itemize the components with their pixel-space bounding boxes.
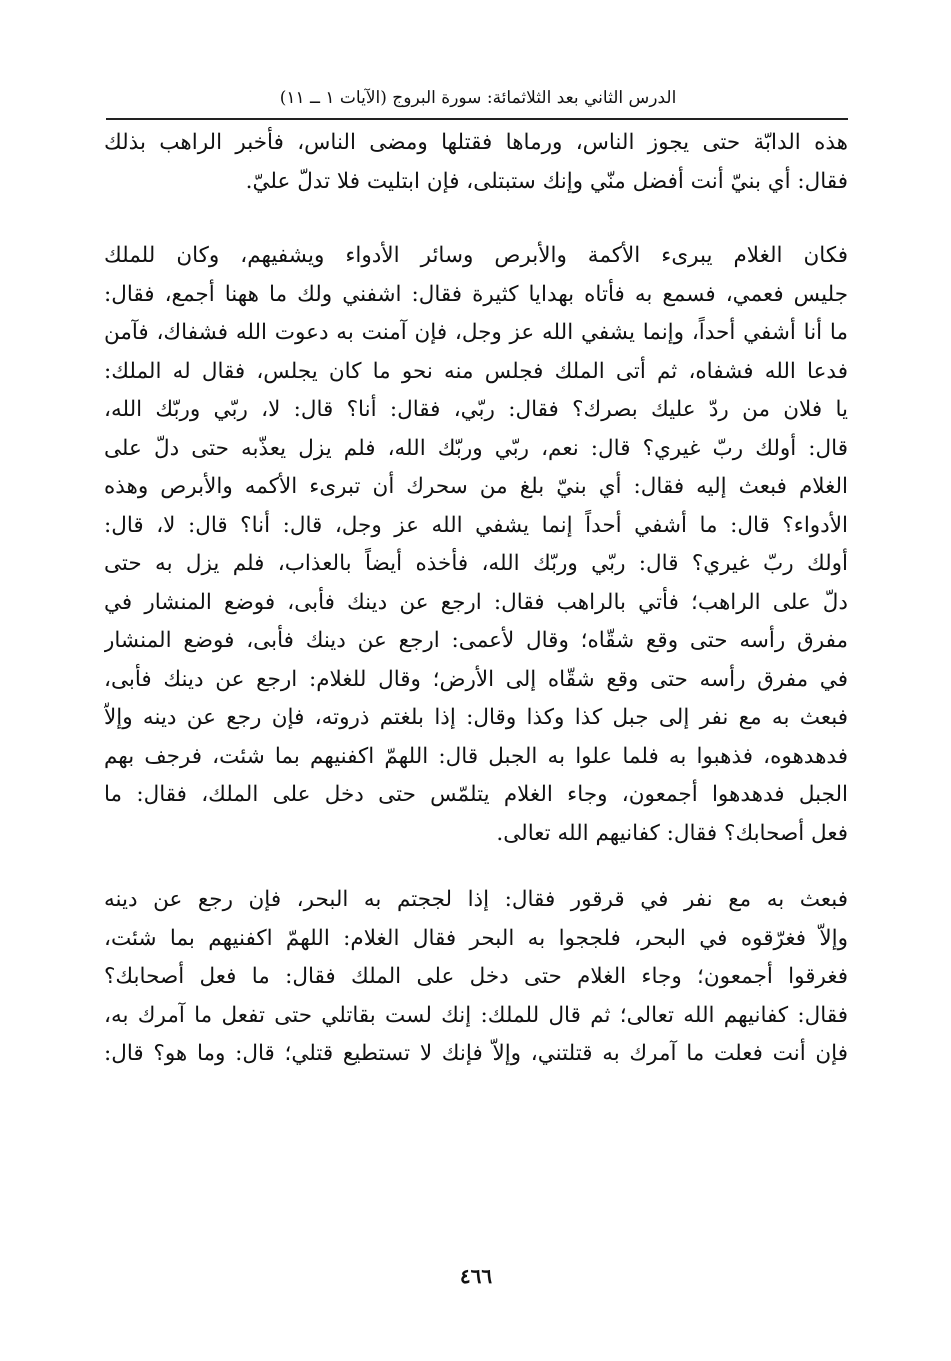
text-line: دلّ على الراهب؛ فأتي بالراهب فقال: ارجع عن دينك فأبى، فوضع المنشار في bbox=[104, 589, 848, 615]
text-line: أولك ربّ غيري؟ قال: ربّي وربّك الله، فأخذه أيضاً بالعذاب، فلم يزل به حتى bbox=[104, 551, 848, 576]
text-line: يا فلان من ردّ عليك بصرك؟ فقال: ربّي، فقال: أنا؟ قال: لا، ربّي وربّك الله، bbox=[104, 397, 848, 422]
text-line: جليس فعمي، فسمع به فأتاه بهدايا كثيرة فقال: اشفني ولك ما ههنا أجمع، فقال: bbox=[104, 281, 848, 307]
header-divider bbox=[106, 118, 848, 120]
paragraph-2 bbox=[104, 237, 848, 853]
running-header: الدرس الثاني بعد الثلاثمائة: سورة البروج (الآيات ١ ــ ١١) bbox=[279, 88, 677, 108]
page-number: ٤٦٦ bbox=[459, 1264, 493, 1288]
text-line: في مفرق رأسه حتى وقع شقّاه إلى الأرض؛ وقال للغلام: ارجع عن دينك فأبى، bbox=[104, 666, 848, 692]
paragraph-1 bbox=[104, 124, 848, 201]
text-line: هذه الدابّة حتى يجوز الناس، ورماها فقتلها ومضى الناس، فأخبر الراهب بذلك bbox=[104, 130, 848, 155]
text-line: الغلام فبعث إليه فقال: أي بنيّ بلغ من سحرك أن تبرىء الأكمه والأبرص وهذه bbox=[104, 474, 848, 499]
text-line: الجبل فدهدهوا أجمعون، وجاء الغلام يتلمّس حتى دخل على الملك، فقال: ما bbox=[104, 782, 848, 807]
text-line: قال: أولك ربّ غيري؟ قال: نعم، ربّي وربّك الله، فلم يزل يعذّبه حتى دلّ على bbox=[104, 435, 848, 461]
text-line: فكان الغلام يبرىء الأكمة والأبرص وسائر الأدواء ويشفيهم، وكان للملك bbox=[104, 243, 848, 268]
text-line: فقال: كفانيهم الله تعالى؛ ثم قال للملك: إنك لست بقاتلي حتى تفعل ما آمرك به، bbox=[104, 1002, 848, 1028]
text-line: وإلاّ فغرّقوه في البحر، فلججوا به البحر فقال الغلام: اللهمّ اكفنيهم بما شئت، bbox=[104, 925, 848, 951]
text-line: فإن أنت فعلت ما آمرك به قتلتني، وإلاّ فإنك لا تستطيع قتلي؛ قال: وما هو؟ قال: bbox=[104, 1041, 848, 1066]
text-line: فدهدهوه، فذهبوا به فلما علوا به الجبل قال: اللهمّ اكفنيهم بما شئت، فرجف بهم bbox=[104, 743, 848, 769]
text-line: فبعث به مع نفر في قرقور فقال: إذا لججتم به البحر، فإن رجع عن دينه bbox=[104, 887, 848, 912]
text-line: فدعا الله فشفاه، ثم أتى الملك فجلس منه نحو ما كان يجلس، فقال له الملك: bbox=[104, 358, 848, 384]
text-line: فبعث به مع نفر إلى جبل كذا وكذا وقال: إذا بلغتم ذروته، فإن رجع عن دينه وإلاّ bbox=[104, 705, 848, 730]
paragraph-3 bbox=[104, 881, 848, 1074]
text-line: ما أنا أشفي أحداً، وإنما يشفي الله عز وجل، فإن آمنت به دعوت الله فشفاك، فآمن bbox=[104, 320, 848, 345]
body-text bbox=[104, 124, 848, 1074]
text-line: فعل أصحابك؟ فقال: كفانيهم الله تعالى. bbox=[496, 820, 848, 846]
text-line: الأدواء؟ قال: ما أشفي أحداً إنما يشفي الله عز وجل، قال: أنا؟ قال: لا، قال: bbox=[104, 512, 848, 538]
text-line: فغرقوا أجمعون؛ وجاء الغلام حتى دخل على الملك فقال: ما فعل أصحابك؟ bbox=[104, 964, 848, 989]
text-line: فقال: أي بنيّ أنت أفضل منّي وإنك ستبتلى، فإن ابتليت فلا تدلّ عليّ. bbox=[245, 168, 848, 194]
text-line: مفرق رأسه حتى وقع شقّاه؛ وقال لأعمى: ارجع عن دينك فأبى، فوضع المنشار bbox=[104, 628, 848, 653]
paragraph-spacer bbox=[104, 201, 848, 237]
paragraph-spacer bbox=[104, 853, 848, 881]
